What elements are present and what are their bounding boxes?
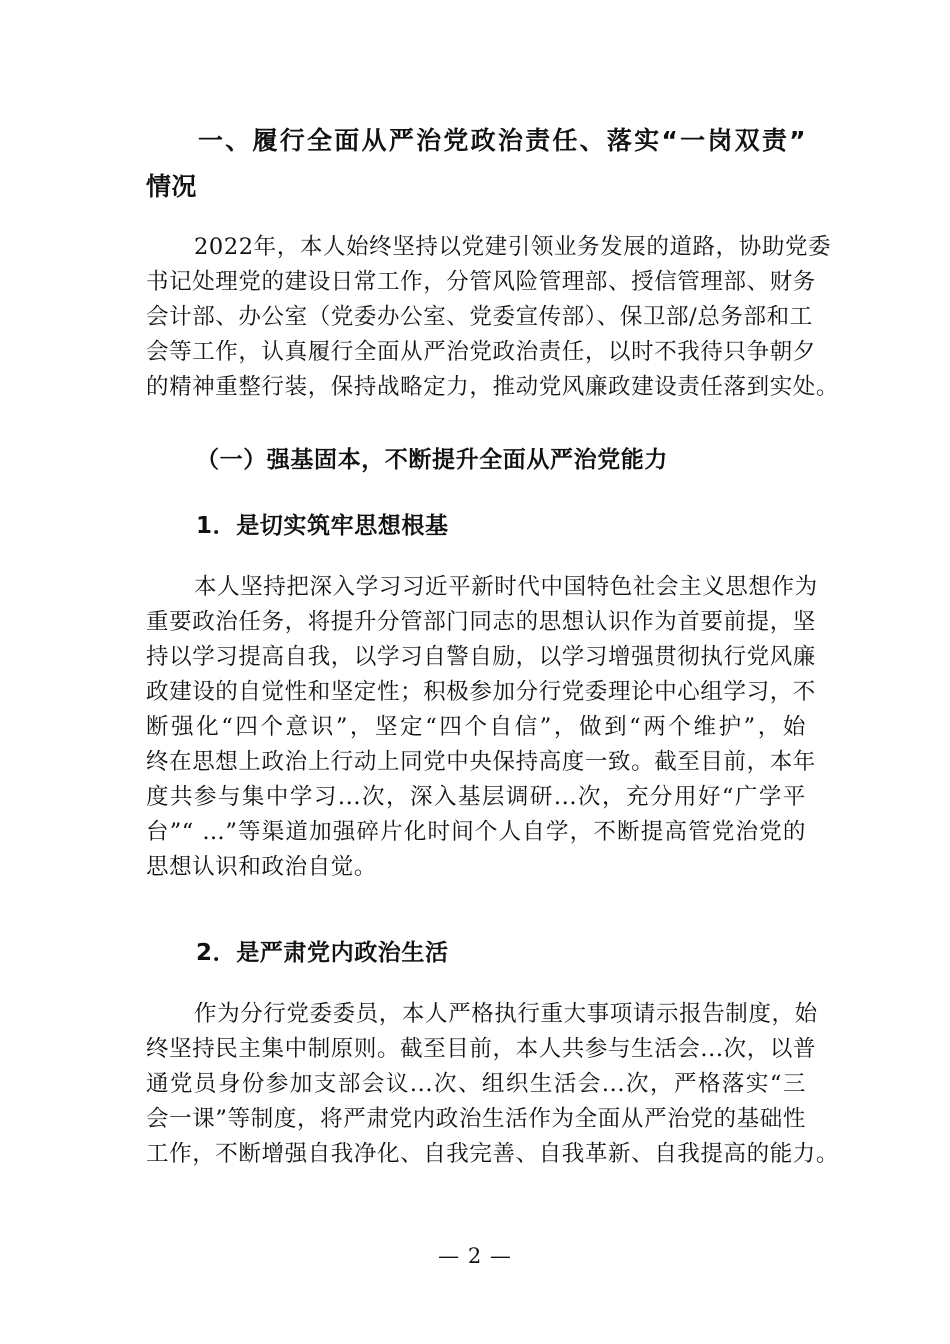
paragraph-line: 工作，不断增强自我净化、自我完善、自我革新、自我提高的能力。	[146, 1141, 840, 1167]
main-heading	[146, 118, 806, 210]
page-number: — 2 —	[438, 1244, 512, 1268]
paragraph-line: 通党员身份参加支部会议...次、组织生活会...次，严格落实“三	[146, 1071, 806, 1097]
paragraph-line: 度共参与集中学习...次，深入基层调研...次，充分用好“广学平	[146, 784, 806, 810]
paragraph-line: 会计部、办公室（党委办公室、党委宣传部）、保卫部/总务部和工	[146, 304, 813, 330]
paragraph-line: 终坚持民主集中制原则。截至目前，本人共参与生活会...次，以普	[146, 1036, 817, 1062]
paragraph-line: 终在思想上政治上行动上同党中央保持高度一致。截至目前，本年	[146, 749, 816, 775]
main-heading-line: 一、履行全面从严治党政治责任、落实“一岗双责”	[198, 126, 806, 155]
item-1-title	[146, 509, 806, 544]
main-heading-line: 情况	[146, 172, 197, 201]
paragraph-line: 2022年，本人始终坚持以党建引领业务发展的道路，协助党委	[194, 234, 832, 260]
item-2-title	[146, 936, 806, 971]
paragraph-line: 书记处理党的建设日常工作，分管风险管理部、授信管理部、财务	[146, 269, 816, 295]
item-title-text: 2．是严肃党内政治生活	[196, 940, 449, 966]
paragraph-line: 思想认识和政治自觉。	[146, 854, 378, 880]
paragraph-line: 的精神重整行装，保持战略定力，推动党风廉政建设责任落到实处。	[146, 374, 840, 400]
paragraph-line: 重要政治任务，将提升分管部门同志的思想认识作为首要前提，坚	[146, 609, 816, 635]
subheading-text: （一）强基固本，不断提升全面从严治党能力	[196, 447, 668, 473]
paragraph-line: 台”“ …”等渠道加强碎片化时间个人自学，不断提高管党治党的	[146, 819, 806, 845]
item-1-paragraph	[146, 570, 818, 885]
paragraph-line: 政建设的自觉性和坚定性；积极参加分行党委理论中心组学习，不	[146, 679, 816, 705]
item-title-text: 1．是切实筑牢思想根基	[196, 513, 449, 539]
intro-paragraph	[146, 230, 840, 405]
section-subheading	[146, 443, 806, 478]
paragraph-line: 本人坚持把深入学习习近平新时代中国特色社会主义思想作为	[194, 574, 818, 600]
paragraph-line: 作为分行党委委员，本人严格执行重大事项请示报告制度，始	[194, 1001, 818, 1027]
item-2-paragraph	[146, 997, 840, 1172]
paragraph-line: 会一课”等制度，将严肃党内政治生活作为全面从严治党的基础性	[146, 1106, 806, 1132]
paragraph-line: 会等工作，认真履行全面从严治党政治责任，以时不我待只争朝夕	[146, 339, 816, 365]
paragraph-line: 断强化“四个意识”，坚定“四个自信”，做到“两个维护”，始	[146, 714, 806, 740]
paragraph-line: 持以学习提高自我，以学习自警自励，以学习增强贯彻执行党风廉	[146, 644, 816, 670]
